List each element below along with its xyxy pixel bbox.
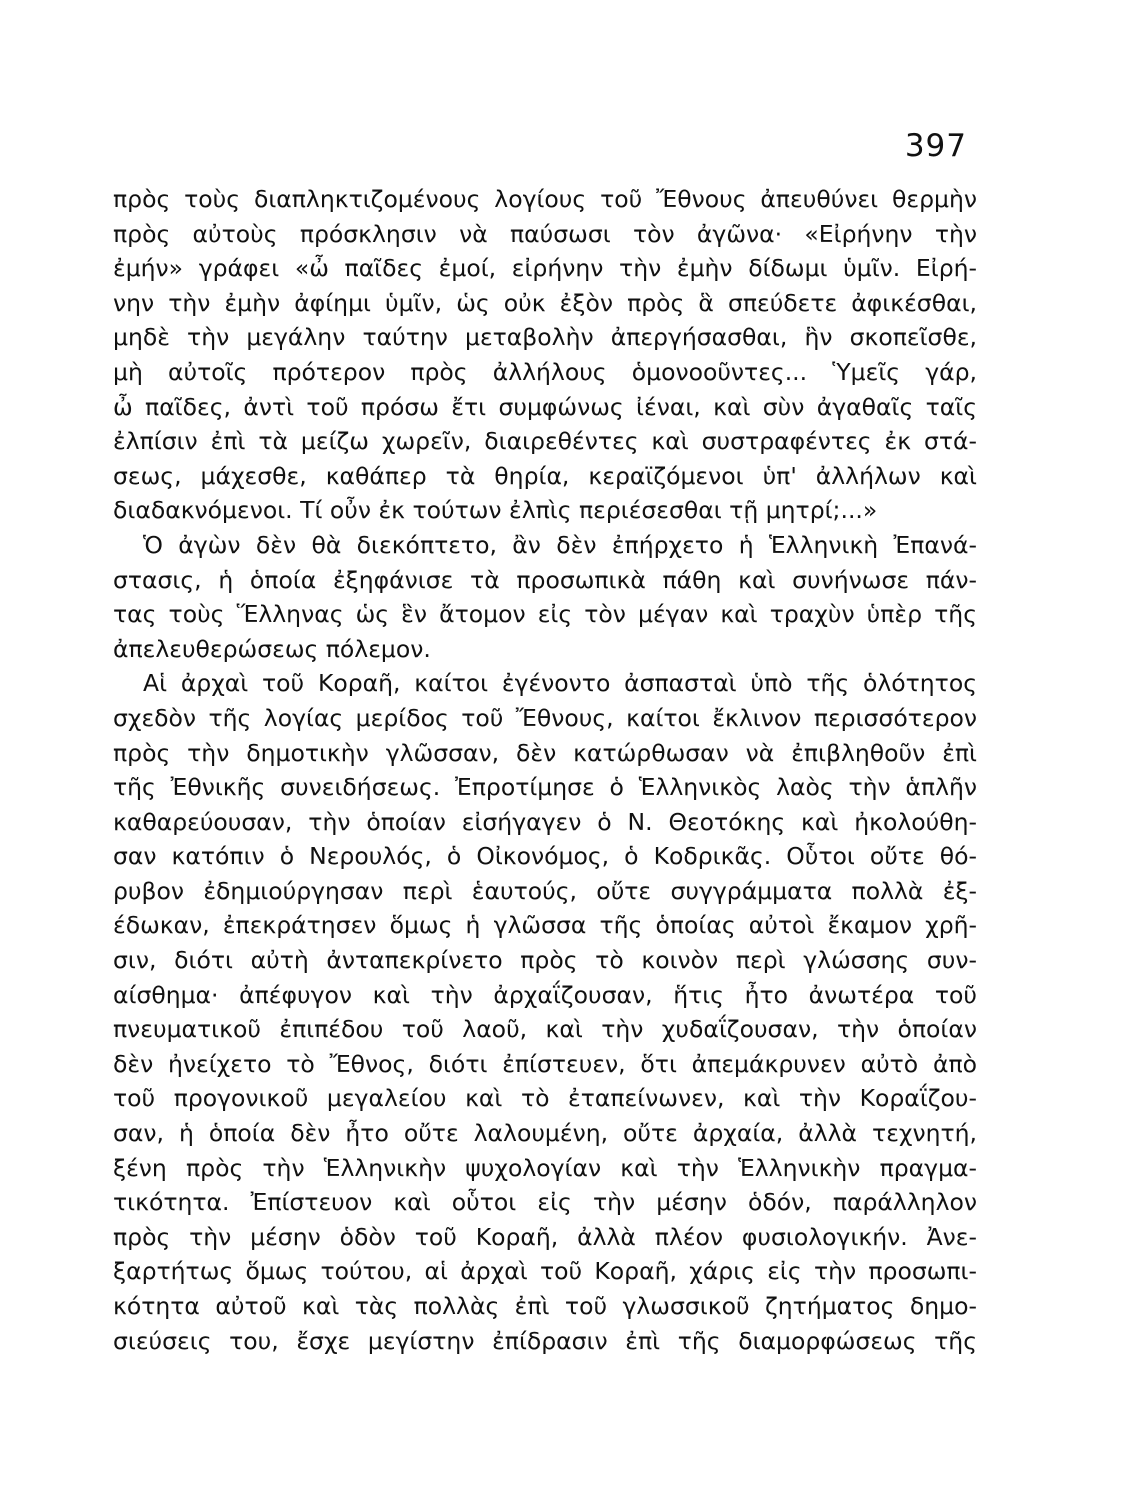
text-line: πρὸς τὴν δημοτικὴν γλῶσσαν, δὲν κατώρθωσαν νὰ ἐπιβληθοῦν ἐπὶ (113, 738, 977, 767)
text-line: πρὸς τὴν μέσην ὁδὸν τοῦ Κοραῆ, ἀλλὰ πλέον φυσιολογικήν. Ἀνε- (113, 1222, 977, 1251)
text-line: τῆς Ἐθνικῆς συνειδήσεως. Ἐπροτίμησε ὁ Ἑλληνικὸς λαὸς τὴν ἁπλῆν (113, 773, 977, 802)
text-line: σιεύσεις του, ἔσχε μεγίστην ἐπίδρασιν ἐπὶ τῆς διαμορφώσεως τῆς (113, 1326, 977, 1355)
text-line: μὴ αὐτοῖς πρότερον πρὸς ἀλλήλους ὁμονοοῦντες... Ὑμεῖς γάρ, (113, 357, 977, 386)
text-line: πνευματικοῦ ἐπιπέδου τοῦ λαοῦ, καὶ τὴν χυδαΐζουσαν, τὴν ὁποίαν (113, 1015, 977, 1044)
text-line: κότητα αὐτοῦ καὶ τὰς πολλὰς ἐπὶ τοῦ γλωσσικοῦ ζητήματος δημο- (113, 1292, 977, 1320)
text-line: σαν κατόπιν ὁ Νερουλός, ὁ Οἰκονόμος, ὁ Κοδρικᾶς. Οὗτοι οὔτε θό- (113, 842, 977, 871)
text-line: πρὸς τοὺς διαπληκτιζομένους λογίους τοῦ Ἔθνους ἀπευθύνει θερμὴν (113, 185, 977, 213)
page-number: 397 (904, 128, 967, 164)
text-line: έδωκαν, ἐπεκράτησεν ὅμως ἡ γλῶσσα τῆς ὁποίας αὐτοὶ ἔκαμον χρῆ- (113, 911, 977, 940)
text-line: διαδακνόμενοι. Τί οὖν ἐκ τούτων ἐλπὶς περιέσεσθαι τῇ μητρί;...» (113, 496, 878, 525)
text-line: αίσθημα· ἀπέφυγον καὶ τὴν ἀρχαΐζουσαν, ἥτις ἦτο ἀνωτέρα τοῦ (113, 980, 977, 1009)
paragraph (113, 666, 977, 1358)
text-line: ἀπελευθερώσεως πόλεμον. (113, 634, 431, 663)
text-line: πρὸς αὐτοὺς πρόσκλησιν νὰ παύσωσι τὸν ἀγῶνα· «Εἰρήνην τὴν (113, 219, 977, 248)
text-line: ἐλπίσιν ἐπὶ τὰ μείζω χωρεῖν, διαιρεθέντες καὶ συστραφέντες ἐκ στά- (113, 427, 977, 456)
text-line: Ὁ ἀγὼν δὲν θὰ διεκόπτετο, ἂν δὲν ἐπήρχετο ἡ Ἑλληνικὴ Ἐπανά- (143, 530, 977, 559)
text-line: καθαρεύουσαν, τὴν ὁποίαν εἰσήγαγεν ὁ Ν. Θεοτόκης καὶ ἠκολούθη- (113, 807, 977, 836)
text-line: στασις, ἡ ὁποία ἐξηφάνισε τὰ προσωπικὰ πάθη καὶ συνήνωσε πάν- (113, 565, 977, 594)
text-line: τας τοὺς Ἕλληνας ὡς ἓν ἄτομον εἰς τὸν μέγαν καὶ τραχὺν ὑπὲρ τῆς (113, 600, 977, 629)
text-line: σαν, ἡ ὁποία δὲν ἦτο οὔτε λαλουμένη, οὔτε ἀρχαία, ἀλλὰ τεχνητή, (113, 1119, 977, 1148)
text-line: ὦ παῖδες, ἀντὶ τοῦ πρόσω ἔτι συμφώνως ἰέναι, καὶ σὺν ἀγαθαῖς ταῖς (113, 392, 977, 421)
text-line: νην τὴν ἐμὴν ἀφίημι ὑμῖν, ὡς οὐκ ἐξὸν πρὸς ἃ σπεύδετε ἀφικέσθαι, (113, 288, 977, 317)
text-line: ξένη πρὸς τὴν Ἑλληνικὴν ψυχολογίαν καὶ τὴν Ἑλληνικὴν πραγμα- (113, 1153, 977, 1182)
text-line: τοῦ προγονικοῦ μεγαλείου καὶ τὸ ἐταπείνωνεν, καὶ τὴν Κοραΐζου- (113, 1084, 977, 1113)
text-line: σχεδὸν τῆς λογίας μερίδος τοῦ Ἔθνους, καίτοι ἔκλινον περισσότερον (113, 703, 977, 732)
text-line: ἐμήν» γράφει «ὦ παῖδες ἐμοί, εἰρήνην τὴν ἐμὴν δίδωμι ὑμῖν. Εἰρή- (113, 254, 977, 283)
text-line: τικότητα. Ἐπίστευον καὶ οὗτοι εἰς τὴν μέσην ὁδόν, παράλληλον (113, 1188, 977, 1217)
text-line: σεως, μάχεσθε, καθάπερ τὰ θηρία, κεραϊζόμενοι ὑπ' ἀλλήλων καὶ (113, 461, 977, 490)
text-line: δὲν ἠνείχετο τὸ Ἔθνος, διότι ἐπίστευεν, ὅτι ἀπεμάκρυνεν αὐτὸ ἀπὸ (113, 1049, 977, 1078)
text-line: ρυβον ἐδημιούργησαν περὶ ἑαυτούς, οὔτε συγγράμματα πολλὰ ἐξ- (113, 876, 977, 905)
paragraph (113, 182, 977, 528)
text-line: ξαρτήτως ὅμως τούτου, αἱ ἀρχαὶ τοῦ Κοραῆ, χάρις εἰς τὴν προσωπι- (113, 1257, 977, 1286)
paragraph (113, 528, 977, 666)
text-line: σιν, διότι αὐτὴ ἀνταπεκρίνετο πρὸς τὸ κοινὸν περὶ γλώσσης συν- (113, 946, 977, 975)
body-text (113, 182, 977, 1358)
text-line: Αἱ ἀρχαὶ τοῦ Κοραῆ, καίτοι ἐγένοντο ἀσπασταὶ ὑπὸ τῆς ὁλότητος (143, 669, 977, 698)
text-line: μηδὲ τὴν μεγάλην ταύτην μεταβολὴν ἀπεργήσασθαι, ἣν σκοπεῖσθε, (113, 323, 977, 352)
